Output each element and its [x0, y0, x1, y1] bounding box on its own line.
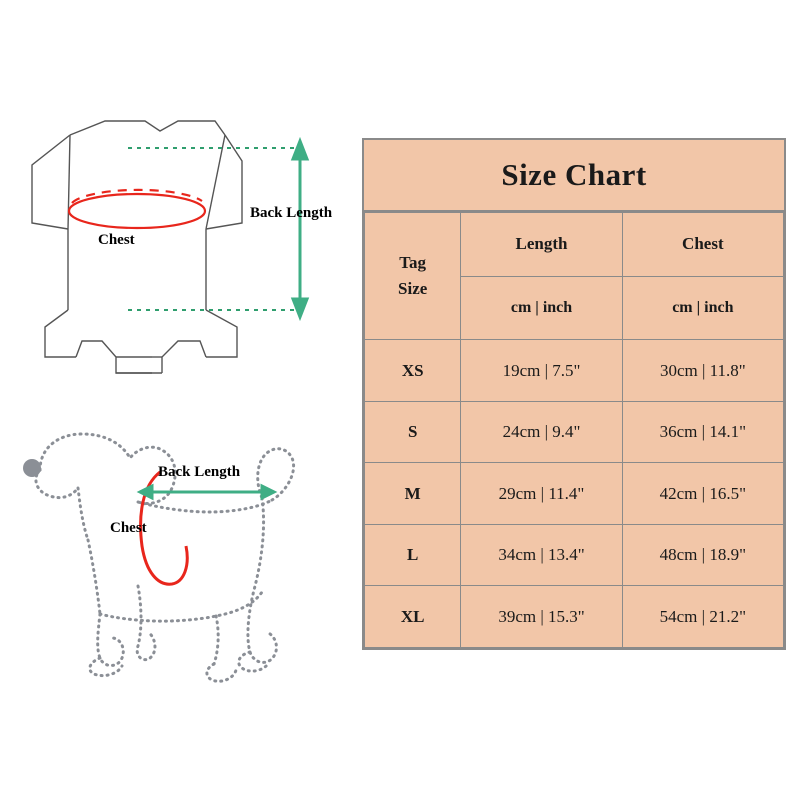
table-header-row: [365, 213, 784, 277]
dog-back-length-line: [140, 486, 274, 498]
table-row: [365, 524, 784, 586]
measurements-table: [364, 212, 784, 648]
chart-title-row: [364, 140, 784, 212]
guide-lines: [128, 148, 300, 310]
row-tag: L: [365, 524, 461, 586]
row-length: 24cm | 9.4": [461, 401, 622, 463]
header-tag-line1: Tag: [399, 252, 427, 272]
header-length-unit: cm | inch: [461, 276, 622, 340]
row-tag: XS: [365, 340, 461, 402]
header-chest: Chest: [622, 213, 783, 277]
dog-chest-label: Chest: [110, 520, 147, 536]
chest-measure-ellipse: [69, 190, 205, 228]
row-tag: S: [365, 401, 461, 463]
garment-outline: [32, 121, 242, 373]
row-length: 29cm | 11.4": [461, 463, 622, 525]
table-row: [365, 401, 784, 463]
row-length: 34cm | 13.4": [461, 524, 622, 586]
header-tag-size: [365, 213, 461, 340]
row-chest: 42cm | 16.5": [622, 463, 783, 525]
row-chest: 30cm | 11.8": [622, 340, 783, 402]
table-row: [365, 340, 784, 402]
back-length-arrow: [293, 141, 307, 317]
size-chart-table: [362, 138, 786, 650]
row-length: 39cm | 15.3": [461, 586, 622, 648]
row-chest: 36cm | 14.1": [622, 401, 783, 463]
row-tag: M: [365, 463, 461, 525]
header-length: Length: [461, 213, 622, 277]
table-row: [365, 586, 784, 648]
header-chest-unit: cm | inch: [622, 276, 783, 340]
dog-back-length-label: Back Length: [158, 464, 241, 480]
dog-diagram: [10, 400, 355, 700]
row-chest: 54cm | 21.2": [622, 586, 783, 648]
garment-back-length-label: Back Length: [250, 205, 333, 221]
row-tag: XL: [365, 586, 461, 648]
row-chest: 48cm | 18.9": [622, 524, 783, 586]
header-tag-line2: Size: [398, 279, 428, 299]
table-row: [365, 463, 784, 525]
row-length: 19cm | 7.5": [461, 340, 622, 402]
dog-nose: [23, 459, 41, 477]
garment-diagram: [10, 105, 355, 395]
chart-title: Size Chart: [501, 157, 647, 192]
garment-chest-label: Chest: [98, 232, 135, 248]
